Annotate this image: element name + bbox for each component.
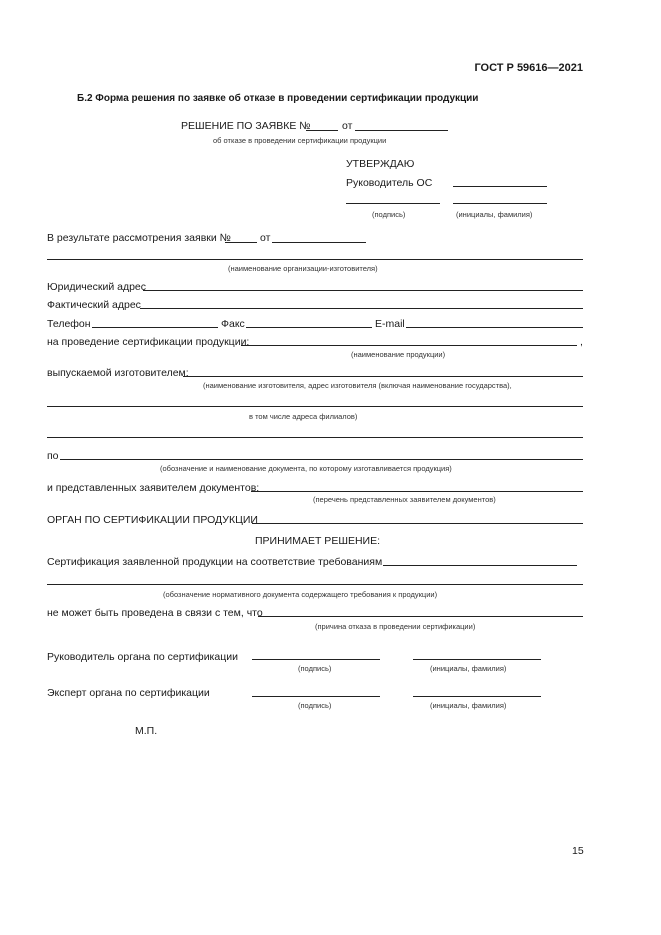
approval-initials-caption: (инициалы, фамилия) [456,210,533,219]
producer-label: выпускаемой изготовителем: [47,367,189,379]
by-document-label: по [47,450,59,462]
page-number: 15 [572,845,584,857]
conformity-label: Сертификация заявленной продукции на соответствие требованиям [47,556,383,568]
producer-field-3[interactable] [47,437,583,438]
os-head-initials-line-top[interactable] [453,186,547,187]
approve-label: УТВЕРЖДАЮ [346,158,415,170]
phone-label: Телефон [47,318,91,330]
product-comma: , [580,336,583,348]
expert-signature-caption: (подпись) [298,701,332,710]
approval-initials-line[interactable] [453,203,547,204]
fax-field[interactable] [246,327,372,328]
actual-address-field[interactable] [140,308,583,309]
application-number-field[interactable] [225,242,257,243]
head-signature-caption: (подпись) [298,664,332,673]
email-field[interactable] [406,327,583,328]
application-date-field[interactable] [272,242,366,243]
actual-address-label: Фактический адрес [47,299,141,311]
product-caption: (наименование продукции) [351,350,446,359]
product-label: на проведение сертификации продукции: [47,336,250,348]
reason-caption: (причина отказа в проведении сертификации) [315,622,476,631]
producer-field-2[interactable] [47,406,583,407]
decision-heading: РЕШЕНИЕ ПО ЗАЯВКЕ № [181,120,311,132]
certification-body-label: ОРГАН ПО СЕРТИФИКАЦИИ ПРОДУКЦИИ [47,514,258,526]
os-head-label: Руководитель ОС [346,177,433,189]
certification-body-field[interactable] [252,523,583,524]
head-initials-caption: (инициалы, фамилия) [430,664,507,673]
phone-field[interactable] [92,327,218,328]
head-signature-label: Руководитель органа по сертификации [47,651,238,663]
head-signature-line[interactable] [252,659,380,660]
by-document-caption: (обозначение и наименование документа, по которому изготавливается продукция) [160,464,452,473]
conformity-caption: (обозначение нормативного документа содержащего требования к продукции) [163,590,438,599]
producer-field[interactable] [183,376,583,377]
head-initials-line[interactable] [413,659,541,660]
documents-label: и представленных заявителем документов: [47,482,260,494]
expert-signature-line[interactable] [252,696,380,697]
legal-address-field[interactable] [143,290,583,291]
producer-caption: (наименование изготовителя, адрес изготовителя (включая наименование государства), [203,381,512,390]
approval-signature-line[interactable] [346,203,440,204]
stamp-label: М.П. [135,725,158,737]
application-text: В результате рассмотрения заявки № [47,232,231,244]
manufacturer-caption: (наименование организации-изготовителя) [228,264,378,273]
documents-field[interactable] [251,491,583,492]
by-document-field[interactable] [60,459,583,460]
decision-made-label: ПРИНИМАЕТ РЕШЕНИЕ: [255,535,380,547]
email-label: E-mail [375,318,405,330]
reason-label: не может быть проведена в связи с тем, что [47,607,263,619]
decision-date-line[interactable] [355,130,448,131]
approval-signature-caption: (подпись) [372,210,406,219]
standard-code: ГОСТ Р 59616—2021 [474,62,583,74]
product-field[interactable] [241,345,577,346]
expert-initials-line[interactable] [413,696,541,697]
section-title: Б.2 Форма решения по заявке об отказе в проведении сертификации продукции [77,93,479,104]
reason-field[interactable] [258,616,583,617]
conformity-field[interactable] [383,565,577,566]
expert-initials-caption: (инициалы, фамилия) [430,701,507,710]
fax-label: Факс [221,318,245,330]
decision-subtitle: об отказе в проведении сертификации продукции [213,136,387,145]
manufacturer-name-field[interactable] [47,259,583,260]
decision-from-label: от [342,120,353,132]
expert-signature-label: Эксперт органа по сертификации [47,687,210,699]
producer-caption-2: в том числе адреса филиалов) [249,412,358,421]
legal-address-label: Юридический адрес [47,281,147,293]
conformity-field-2[interactable] [47,584,583,585]
application-from-label: от [260,232,271,244]
documents-caption: (перечень представленных заявителем документов) [313,495,496,504]
application-number-line[interactable] [306,130,338,131]
